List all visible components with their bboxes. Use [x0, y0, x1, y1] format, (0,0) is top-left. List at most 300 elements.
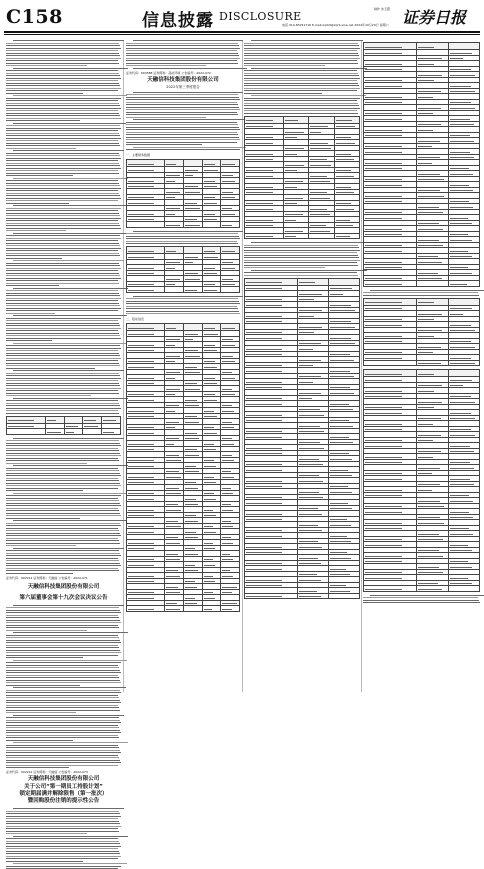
cell-text	[365, 495, 402, 496]
text-line	[6, 175, 73, 176]
cell-text	[128, 411, 154, 412]
cell-text	[204, 510, 214, 511]
text-line	[6, 453, 120, 454]
text-line	[6, 558, 118, 559]
cell-text	[299, 393, 321, 394]
cell-text	[204, 532, 216, 533]
text-line	[6, 203, 69, 204]
editor-line: 制作 朱玉霞	[374, 7, 390, 11]
text-line	[363, 597, 478, 598]
table-cell	[83, 429, 102, 435]
text-line	[6, 530, 119, 531]
text-line	[6, 160, 118, 161]
cell-text	[336, 143, 355, 144]
cell-text	[330, 360, 354, 361]
table-cell	[127, 324, 165, 331]
table-cell	[284, 233, 309, 239]
cell-text	[204, 219, 217, 220]
text-line	[133, 119, 247, 120]
text-line	[244, 63, 358, 64]
table-cell	[202, 160, 221, 167]
cell-text	[418, 589, 442, 590]
text-line	[6, 405, 120, 406]
cell-text	[128, 433, 154, 434]
cell-text	[330, 508, 352, 509]
text-line	[126, 94, 238, 95]
text-line	[6, 353, 119, 354]
cell-text	[246, 530, 282, 531]
text-line	[6, 440, 119, 441]
cell-text	[336, 170, 351, 171]
cell-text	[365, 462, 402, 463]
cell-text	[222, 471, 231, 472]
text-line	[126, 132, 237, 133]
text-line	[13, 438, 125, 439]
cell-text	[166, 521, 178, 522]
cell-text	[418, 196, 443, 197]
text-line	[6, 630, 87, 631]
cell-text	[450, 534, 473, 535]
cell-text	[418, 240, 438, 241]
cell-text	[310, 198, 330, 199]
cell-text	[222, 493, 233, 494]
text-line	[6, 533, 120, 534]
cell-text	[128, 444, 154, 445]
cell-text	[285, 231, 302, 232]
text-line	[244, 105, 359, 106]
table-cell	[102, 429, 121, 435]
text-line	[6, 826, 121, 827]
cell-text	[166, 405, 179, 406]
cell-text	[310, 231, 329, 232]
cell-text	[185, 521, 198, 522]
cell-text	[450, 223, 473, 224]
cell-text	[418, 91, 441, 92]
text-line	[6, 463, 87, 464]
cell-text	[365, 352, 402, 353]
text-line	[6, 273, 119, 274]
cell-text	[450, 251, 468, 252]
text-line	[244, 247, 359, 248]
text-line	[126, 233, 238, 234]
cell-text	[365, 424, 402, 425]
cell-text	[246, 192, 273, 193]
cell-text	[185, 219, 197, 220]
cell-text	[299, 282, 315, 283]
cell-text	[185, 499, 196, 500]
cell-text	[450, 201, 469, 202]
text-line	[6, 148, 76, 149]
table-cell	[328, 278, 359, 285]
cell-text	[418, 550, 439, 551]
text-line	[6, 220, 118, 221]
cell-text	[330, 525, 351, 526]
text-line	[126, 139, 240, 140]
cell-text	[418, 64, 433, 65]
text-line	[6, 811, 119, 812]
cell-text	[336, 154, 352, 155]
cell-text	[8, 420, 34, 421]
cell-text	[246, 371, 282, 372]
text-line	[6, 637, 119, 638]
text-line	[6, 460, 119, 461]
cell-text	[299, 591, 317, 592]
text-line	[6, 627, 119, 628]
cell-text	[330, 519, 347, 520]
cell-text	[299, 343, 322, 344]
cell-text	[365, 341, 402, 342]
cell-text	[204, 378, 215, 379]
cell-text	[246, 382, 282, 383]
cell-text	[418, 385, 442, 386]
cell-text	[246, 398, 282, 399]
cell-text	[166, 570, 177, 571]
cell-text	[166, 164, 175, 165]
cell-text	[204, 257, 218, 258]
text-line	[6, 445, 121, 446]
text-line	[6, 300, 118, 301]
table-cell	[221, 606, 240, 612]
text-line	[6, 230, 66, 231]
table-cell	[417, 370, 448, 377]
cell-text	[128, 257, 154, 258]
text-line	[126, 236, 239, 237]
text-line	[6, 55, 120, 56]
cell-text	[222, 251, 235, 252]
text-line	[244, 60, 357, 61]
cell-text	[336, 159, 355, 160]
cell-text	[246, 470, 282, 471]
table-cell	[64, 416, 83, 423]
body-text	[6, 438, 121, 574]
cell-text	[365, 413, 402, 414]
cell-text	[310, 143, 327, 144]
cell-text	[330, 321, 351, 322]
text-line	[6, 767, 69, 768]
cell-text	[128, 427, 154, 428]
table-cell	[184, 160, 203, 167]
text-line	[6, 225, 120, 226]
text-line	[6, 503, 120, 504]
table-row	[127, 606, 240, 612]
cell-text	[330, 420, 349, 421]
text-line	[244, 113, 358, 114]
cell-text	[450, 69, 472, 70]
cell-text	[222, 455, 231, 456]
cell-text	[365, 446, 402, 447]
cell-text	[246, 120, 273, 121]
cell-text	[450, 284, 468, 285]
cell-text	[246, 514, 282, 515]
cell-text	[84, 420, 96, 421]
text-line	[6, 50, 118, 51]
text-line	[6, 821, 119, 822]
cell-text	[365, 53, 402, 54]
cell-text	[246, 299, 282, 300]
text-line	[6, 833, 87, 834]
text-line	[6, 851, 119, 852]
cell-text	[365, 185, 402, 186]
cell-text	[204, 477, 214, 478]
text-line	[6, 697, 119, 698]
cell-text	[185, 203, 197, 204]
cell-text	[365, 229, 402, 230]
cell-text	[310, 176, 327, 177]
cell-text	[365, 179, 402, 180]
text-line	[6, 488, 118, 489]
text-line	[6, 340, 52, 341]
cell-text	[185, 186, 198, 187]
text-line	[6, 88, 121, 89]
text-line	[126, 55, 239, 56]
cell-text	[418, 468, 440, 469]
cell-text	[246, 154, 273, 155]
cell-text	[128, 219, 154, 220]
text-line	[126, 43, 238, 44]
cell-text	[166, 208, 179, 209]
cell-text	[450, 429, 471, 430]
text-line	[6, 308, 121, 309]
text-line	[244, 252, 357, 253]
text-line	[6, 275, 120, 276]
cell-text	[204, 214, 215, 215]
cell-text	[246, 305, 282, 306]
cell-text	[365, 528, 402, 529]
text-line	[6, 677, 119, 678]
cell-text	[299, 310, 322, 311]
body-text	[363, 595, 480, 604]
table-row	[364, 298, 480, 305]
text-line	[363, 602, 480, 603]
text-line	[6, 400, 118, 401]
text-line	[251, 242, 364, 243]
cell-text	[204, 499, 216, 500]
text-line	[6, 183, 119, 184]
cell-text	[330, 387, 350, 388]
text-line	[126, 60, 237, 61]
cell-text	[222, 262, 232, 263]
cell-text	[418, 174, 440, 175]
cell-text	[185, 273, 198, 274]
cell-text	[299, 459, 319, 460]
text-line	[363, 295, 479, 296]
text-line	[6, 720, 120, 721]
text-line	[6, 645, 118, 646]
cell-text	[450, 468, 474, 469]
cell-text	[450, 207, 473, 208]
notice-title: 2022年第三季度报告	[166, 84, 200, 89]
text-line	[6, 443, 120, 444]
notice-title: 第六届董事会第十九次会议决议公告	[19, 594, 108, 601]
table-cell	[417, 281, 448, 287]
cell-text	[418, 490, 432, 491]
cell-text	[128, 510, 154, 511]
table-cell	[245, 593, 298, 599]
text-line	[126, 142, 237, 143]
cell-text	[204, 290, 218, 291]
cell-text	[222, 559, 232, 560]
table-row	[245, 233, 360, 239]
cell-text	[450, 512, 469, 513]
cell-text	[222, 460, 233, 461]
text-line	[6, 563, 120, 564]
cell-text	[246, 497, 282, 498]
cell-text	[330, 591, 350, 592]
cell-text	[330, 371, 350, 372]
text-line	[6, 240, 118, 241]
cell-text	[330, 409, 353, 410]
cell-text	[450, 108, 475, 109]
text-line	[6, 513, 120, 514]
cell-text	[299, 332, 314, 333]
text-line	[6, 290, 118, 291]
text-line	[6, 303, 119, 304]
text-line	[244, 98, 360, 99]
text-line	[244, 110, 357, 111]
text-line	[13, 632, 128, 633]
cell-text	[418, 207, 439, 208]
notice-title: 关于公司“第一期员工持股计划”	[24, 784, 103, 790]
cell-text	[204, 361, 215, 362]
cell-text	[204, 515, 216, 516]
cell-text	[128, 598, 154, 599]
text-line	[6, 565, 121, 566]
table-row	[364, 586, 480, 592]
cell-text	[418, 97, 433, 98]
cell-text	[166, 587, 177, 588]
cell-text	[450, 256, 472, 257]
text-line	[6, 685, 80, 686]
cell-text	[246, 464, 282, 465]
text-line	[6, 380, 118, 381]
cell-text	[128, 345, 154, 346]
text-line	[126, 303, 240, 304]
cell-text	[418, 484, 440, 485]
table-cell	[364, 43, 417, 50]
text-line	[6, 515, 121, 516]
data-table	[6, 416, 121, 435]
cell-text	[128, 515, 154, 516]
table-caption: 一、主要财务数据	[126, 153, 151, 157]
cell-text	[365, 163, 402, 164]
text-line	[244, 255, 358, 256]
cell-text	[418, 113, 433, 114]
text-line	[13, 40, 125, 41]
cell-text	[450, 240, 472, 241]
cell-text	[166, 444, 174, 445]
cell-text	[128, 493, 154, 494]
cell-text	[450, 446, 471, 447]
text-line	[6, 45, 120, 46]
body-text	[244, 40, 360, 114]
cell-text	[246, 420, 282, 421]
cell-text	[365, 512, 402, 513]
table-cell	[127, 222, 165, 228]
cell-text	[185, 438, 199, 439]
text-line	[6, 170, 118, 171]
cell-text	[330, 343, 355, 344]
text-line	[251, 95, 366, 96]
cell-text	[185, 175, 193, 176]
text-line	[6, 573, 73, 574]
cell-text	[246, 236, 273, 237]
cell-text	[166, 389, 179, 390]
cell-text	[336, 137, 352, 138]
cell-text	[185, 334, 198, 335]
text-line	[6, 138, 121, 139]
cell-text	[185, 603, 197, 604]
text-line	[6, 478, 118, 479]
cell-text	[204, 444, 214, 445]
cell-text	[365, 407, 402, 408]
cell-text	[365, 391, 402, 392]
text-line	[244, 50, 357, 51]
table-cell	[184, 222, 203, 228]
cell-text	[336, 192, 354, 193]
cell-text	[128, 526, 154, 527]
cell-text	[418, 157, 440, 158]
text-line	[244, 260, 360, 261]
cell-text	[299, 349, 313, 350]
text-line	[6, 737, 119, 738]
text-line	[6, 622, 121, 623]
text-line	[6, 508, 118, 509]
text-line	[244, 265, 358, 266]
cell-text	[299, 376, 321, 377]
text-line	[6, 168, 121, 169]
text-line	[6, 348, 121, 349]
cell-text	[330, 574, 350, 575]
cell-text	[450, 267, 468, 268]
cell-text	[166, 554, 177, 555]
cell-text	[418, 418, 441, 419]
cell-text	[310, 209, 326, 210]
text-line	[6, 555, 121, 556]
text-line	[251, 270, 367, 271]
cell-text	[450, 58, 464, 59]
text-line	[13, 660, 127, 661]
cell-text	[418, 374, 434, 375]
table-cell	[221, 247, 240, 254]
cell-text	[222, 394, 234, 395]
text-line	[6, 838, 118, 839]
cell-text	[166, 603, 177, 604]
cell-text	[450, 402, 475, 403]
cell-text	[285, 214, 303, 215]
text-line	[6, 682, 121, 683]
text-line	[13, 95, 127, 96]
cell-text	[450, 135, 470, 136]
cell-text	[185, 422, 199, 423]
cell-text	[166, 488, 178, 489]
text-line	[6, 828, 118, 829]
text-line	[6, 280, 118, 281]
text-line	[13, 808, 125, 809]
table-row	[127, 160, 240, 167]
text-line	[126, 117, 206, 118]
cell-text	[222, 438, 231, 439]
text-line	[13, 493, 127, 494]
text-line	[6, 130, 118, 131]
cell-text	[365, 135, 402, 136]
cell-text	[222, 422, 232, 423]
text-line	[6, 390, 118, 391]
text-line	[6, 856, 121, 857]
cell-text	[222, 356, 232, 357]
cell-text	[128, 186, 154, 187]
cell-text	[185, 225, 199, 226]
text-line	[13, 398, 128, 399]
